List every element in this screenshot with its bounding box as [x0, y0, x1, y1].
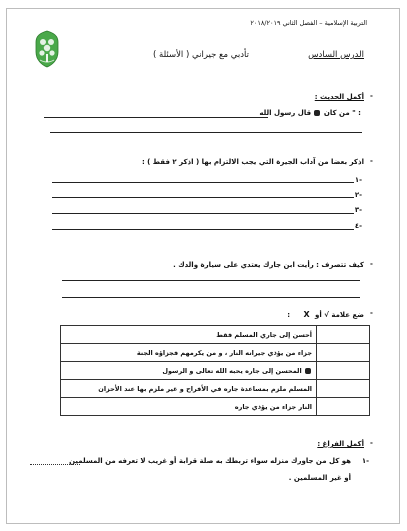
q5-number: -١	[361, 457, 369, 465]
true-false-table	[60, 325, 370, 416]
q1-answer-line-1[interactable]	[44, 117, 268, 118]
q4-bullet: -	[370, 309, 373, 317]
q3-answer-line-1[interactable]	[62, 280, 360, 281]
answer-box[interactable]	[317, 362, 370, 380]
q2-item-number: -٤	[354, 222, 362, 230]
q2-bullet: -	[370, 157, 373, 165]
statement-cell: النار جزاء من يؤذي جاره	[61, 398, 317, 416]
q4-heading-line	[287, 310, 364, 320]
q1-heading: أكمل الحديث :	[314, 93, 364, 101]
shield-tree-emblem-icon	[34, 30, 60, 68]
q1-text-before: قال رسول الله	[259, 109, 312, 117]
q5-sentence-line-2: أو غير المسلمين .	[288, 474, 351, 482]
q3-bullet: -	[370, 260, 373, 268]
q4-heading: ضع علامة √ أو	[315, 311, 364, 319]
q2-heading: اذكر بعضا من آداب الجيرة التي يجب الالتزام بها ( اذكر ٢ فقط ) :	[141, 158, 364, 166]
q4-colon: :	[287, 311, 290, 319]
table-row	[61, 398, 370, 416]
q2-item-number: -١	[354, 176, 362, 184]
subject-term-header: التربية الإسلامية – الفصل الثاني ٢٠١٨/٢٠١٩	[250, 19, 367, 27]
q1-bullet: -	[370, 92, 373, 100]
answer-box[interactable]	[317, 398, 370, 416]
statement-text: المحسن إلى جاره يحبه الله تعالى و الرسول	[162, 366, 302, 375]
table-row	[61, 344, 370, 362]
statement-cell: المسلم ملزم بمساعدة جاره في الأفراح و غير ملزم بها عند الأحزان	[61, 380, 317, 398]
pbuh-icon	[314, 110, 320, 116]
q1-hadith-start	[259, 109, 361, 118]
answer-box[interactable]	[317, 380, 370, 398]
statement-cell	[61, 362, 317, 380]
q3-answer-line-2[interactable]	[62, 297, 360, 298]
q5-sentence-line-1: هو كل من جاورك منزله سواء تربطك به صلة قرابة أو غريب لا تعرفه من المسلمين	[69, 457, 351, 465]
q2-item-number: -٣	[354, 206, 362, 214]
statement-cell: جزاء من يؤذي جيرانه النار ، و من يكرمهم فجزاؤه الجنة	[61, 344, 317, 362]
lesson-label: الدرس السادس	[308, 50, 364, 60]
q2-answer-line[interactable]	[52, 213, 354, 214]
answer-box[interactable]	[317, 326, 370, 344]
q1-text-after: : " من كان	[323, 109, 361, 117]
worksheet-title: تأدبي مع جيراني ( الأسئلة )	[153, 50, 249, 60]
answer-box[interactable]	[317, 344, 370, 362]
q5-bullet: -	[370, 439, 373, 447]
q3-heading: كيف تتصرف : رأيت ابن جارك يعتدي على سيارة والدك .	[173, 261, 364, 269]
table-row	[61, 362, 370, 380]
q2-answer-line[interactable]	[52, 229, 354, 230]
table-row	[61, 326, 370, 344]
pbuh-icon	[305, 368, 311, 374]
q2-answer-line[interactable]	[52, 182, 354, 183]
q5-blank[interactable]	[30, 464, 80, 465]
q2-item-number: -٢	[354, 191, 362, 199]
x-mark: X	[303, 310, 310, 319]
statement-cell: أحسن إلى جاري المسلم فقط	[61, 326, 317, 344]
q1-answer-line-2[interactable]	[50, 132, 362, 133]
table-row	[61, 380, 370, 398]
q2-answer-line[interactable]	[52, 197, 354, 198]
q5-heading: أكمل الفراغ :	[317, 440, 364, 448]
